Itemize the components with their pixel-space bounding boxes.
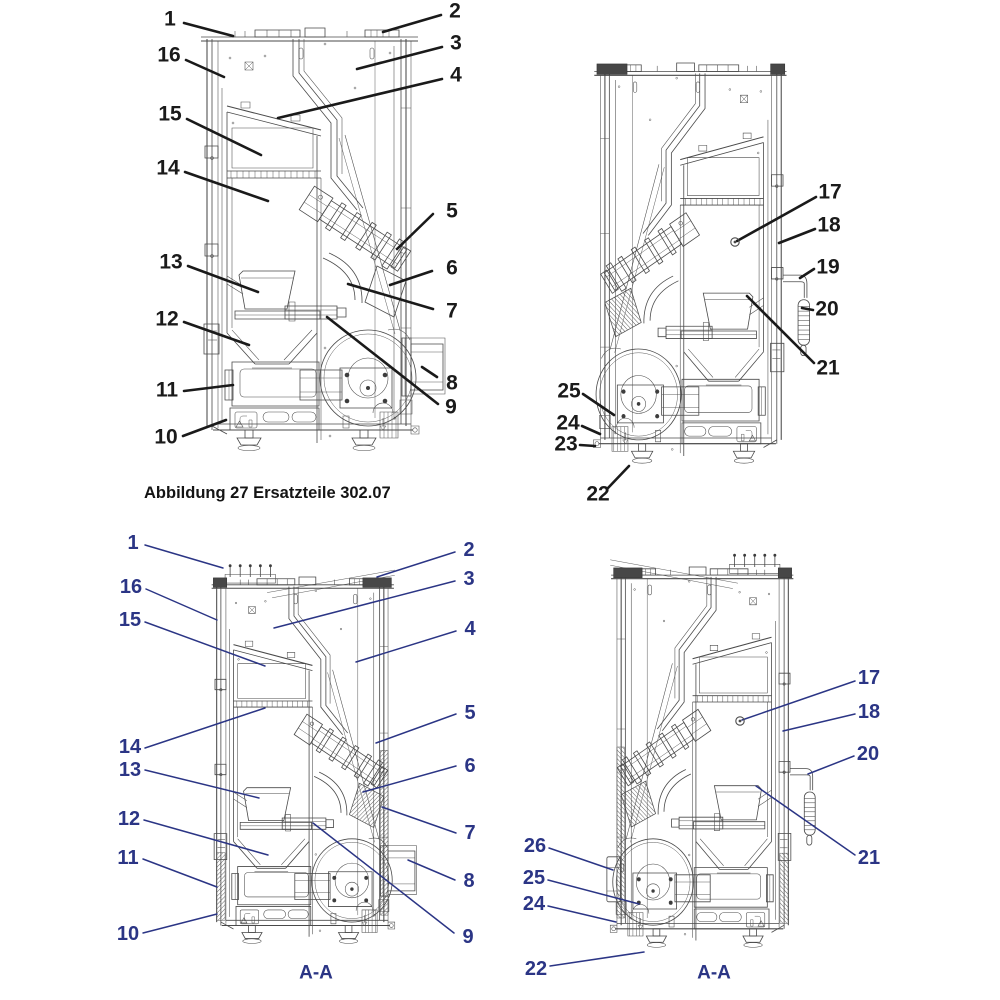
leader-line-bottom-right-22 xyxy=(550,952,644,966)
callout-label-22: 22 xyxy=(586,482,610,506)
leader-line-bottom-right-17 xyxy=(742,681,855,720)
callout-label-3: 3 xyxy=(463,568,475,590)
callout-label-21: 21 xyxy=(816,356,840,380)
leader-line-bottom-right-24 xyxy=(548,906,616,922)
callout-label-4: 4 xyxy=(464,618,476,640)
callout-label-24: 24 xyxy=(522,893,546,915)
callout-label-6: 6 xyxy=(464,755,476,777)
leader-line-top-right-23 xyxy=(580,445,595,446)
leader-line-bottom-left-7 xyxy=(382,807,456,833)
callout-label-2: 2 xyxy=(463,539,475,561)
callout-label-15: 15 xyxy=(118,609,142,631)
target-screw-center xyxy=(734,241,737,244)
callout-label-26: 26 xyxy=(523,835,547,857)
leader-line-top-left-11 xyxy=(184,385,233,391)
callout-label-16: 16 xyxy=(119,576,143,598)
callout-label-8: 8 xyxy=(463,870,475,892)
leader-line-bottom-left-1 xyxy=(145,545,223,568)
leader-line-bottom-left-10 xyxy=(143,914,217,933)
callout-label-6: 6 xyxy=(446,256,458,280)
leader-line-top-right-21 xyxy=(747,296,814,363)
section-label-bottom-left: A-A xyxy=(299,962,333,984)
callout-label-18: 18 xyxy=(857,701,881,723)
leader-line-top-right-20 xyxy=(802,308,813,310)
callout-label-22: 22 xyxy=(524,958,548,980)
callout-label-2: 2 xyxy=(449,0,461,23)
leader-line-bottom-left-13 xyxy=(145,770,259,798)
callout-label-7: 7 xyxy=(464,822,476,844)
leader-line-top-right-22 xyxy=(608,466,629,488)
callout-label-10: 10 xyxy=(154,425,178,449)
callout-label-17: 17 xyxy=(857,667,881,689)
callout-label-9: 9 xyxy=(462,926,474,948)
leader-line-top-left-16 xyxy=(186,60,224,77)
leader-line-top-right-18 xyxy=(779,229,815,243)
callout-label-20: 20 xyxy=(856,743,880,765)
callout-label-1: 1 xyxy=(127,532,139,554)
callout-label-12: 12 xyxy=(155,307,179,331)
callout-label-23: 23 xyxy=(554,432,578,456)
figure-bottom-left xyxy=(212,564,417,943)
callout-label-21: 21 xyxy=(857,847,881,869)
callout-label-10: 10 xyxy=(116,923,140,945)
callout-label-13: 13 xyxy=(118,759,142,781)
leader-line-top-left-8 xyxy=(422,367,437,377)
callout-label-11: 11 xyxy=(155,378,179,402)
callout-label-17: 17 xyxy=(818,180,842,204)
callout-label-13: 13 xyxy=(159,250,183,274)
callout-label-5: 5 xyxy=(464,702,476,724)
section-label-bottom-right: A-A xyxy=(697,962,731,984)
leader-line-bottom-left-16 xyxy=(146,589,217,620)
leader-line-top-left-14 xyxy=(185,172,268,201)
callout-label-12: 12 xyxy=(117,808,141,830)
callout-label-15: 15 xyxy=(158,102,182,126)
leader-line-top-left-2 xyxy=(383,15,441,32)
callout-label-9: 9 xyxy=(445,395,457,419)
leader-line-top-left-9 xyxy=(327,317,438,404)
leader-line-top-left-12 xyxy=(184,322,249,345)
callouts-top-right xyxy=(554,181,841,506)
callout-label-11: 11 xyxy=(117,847,139,869)
leader-line-top-left-13 xyxy=(188,266,258,292)
callouts-bottom-left xyxy=(117,532,477,984)
leader-line-top-left-15 xyxy=(187,119,261,155)
leader-line-bottom-left-6 xyxy=(363,766,456,792)
leader-line-top-right-19 xyxy=(800,269,814,278)
leader-line-bottom-right-18 xyxy=(783,714,855,731)
leader-line-bottom-right-20 xyxy=(808,756,854,774)
leader-line-top-left-10 xyxy=(183,420,226,436)
callout-label-24: 24 xyxy=(556,411,580,435)
callout-label-14: 14 xyxy=(118,736,142,758)
leader-line-bottom-left-14 xyxy=(145,708,265,748)
callout-label-25: 25 xyxy=(557,379,581,403)
callout-label-25: 25 xyxy=(522,867,546,889)
leader-line-top-left-5 xyxy=(397,214,433,249)
figure-top-right xyxy=(593,63,809,463)
callout-label-14: 14 xyxy=(156,156,180,180)
figure-caption: Abbildung 27 Ersatzteile 302.07 xyxy=(144,484,391,502)
leader-line-top-left-4 xyxy=(278,79,442,118)
leader-line-top-left-1 xyxy=(184,23,233,36)
leader-line-top-left-7 xyxy=(348,284,433,309)
callout-label-20: 20 xyxy=(815,297,839,321)
leader-line-bottom-left-11 xyxy=(143,859,217,887)
callout-label-1: 1 xyxy=(164,7,176,31)
figure-bottom-right xyxy=(607,554,815,948)
callout-label-16: 16 xyxy=(157,43,181,67)
leader-line-bottom-left-2 xyxy=(377,552,455,577)
leader-line-bottom-left-4 xyxy=(356,631,456,662)
callout-label-3: 3 xyxy=(450,31,462,55)
leader-line-bottom-right-21 xyxy=(756,786,855,855)
leader-line-top-right-24 xyxy=(582,426,600,434)
callout-label-19: 19 xyxy=(816,255,840,279)
leader-line-bottom-left-12 xyxy=(144,820,268,855)
callout-label-5: 5 xyxy=(446,199,458,223)
leader-line-bottom-right-26 xyxy=(549,848,613,870)
callout-label-4: 4 xyxy=(450,63,462,87)
leader-line-bottom-left-15 xyxy=(145,622,265,666)
callout-label-18: 18 xyxy=(817,213,841,237)
target-screw-center xyxy=(739,720,742,723)
callout-label-8: 8 xyxy=(446,371,458,395)
callout-label-7: 7 xyxy=(446,299,458,323)
